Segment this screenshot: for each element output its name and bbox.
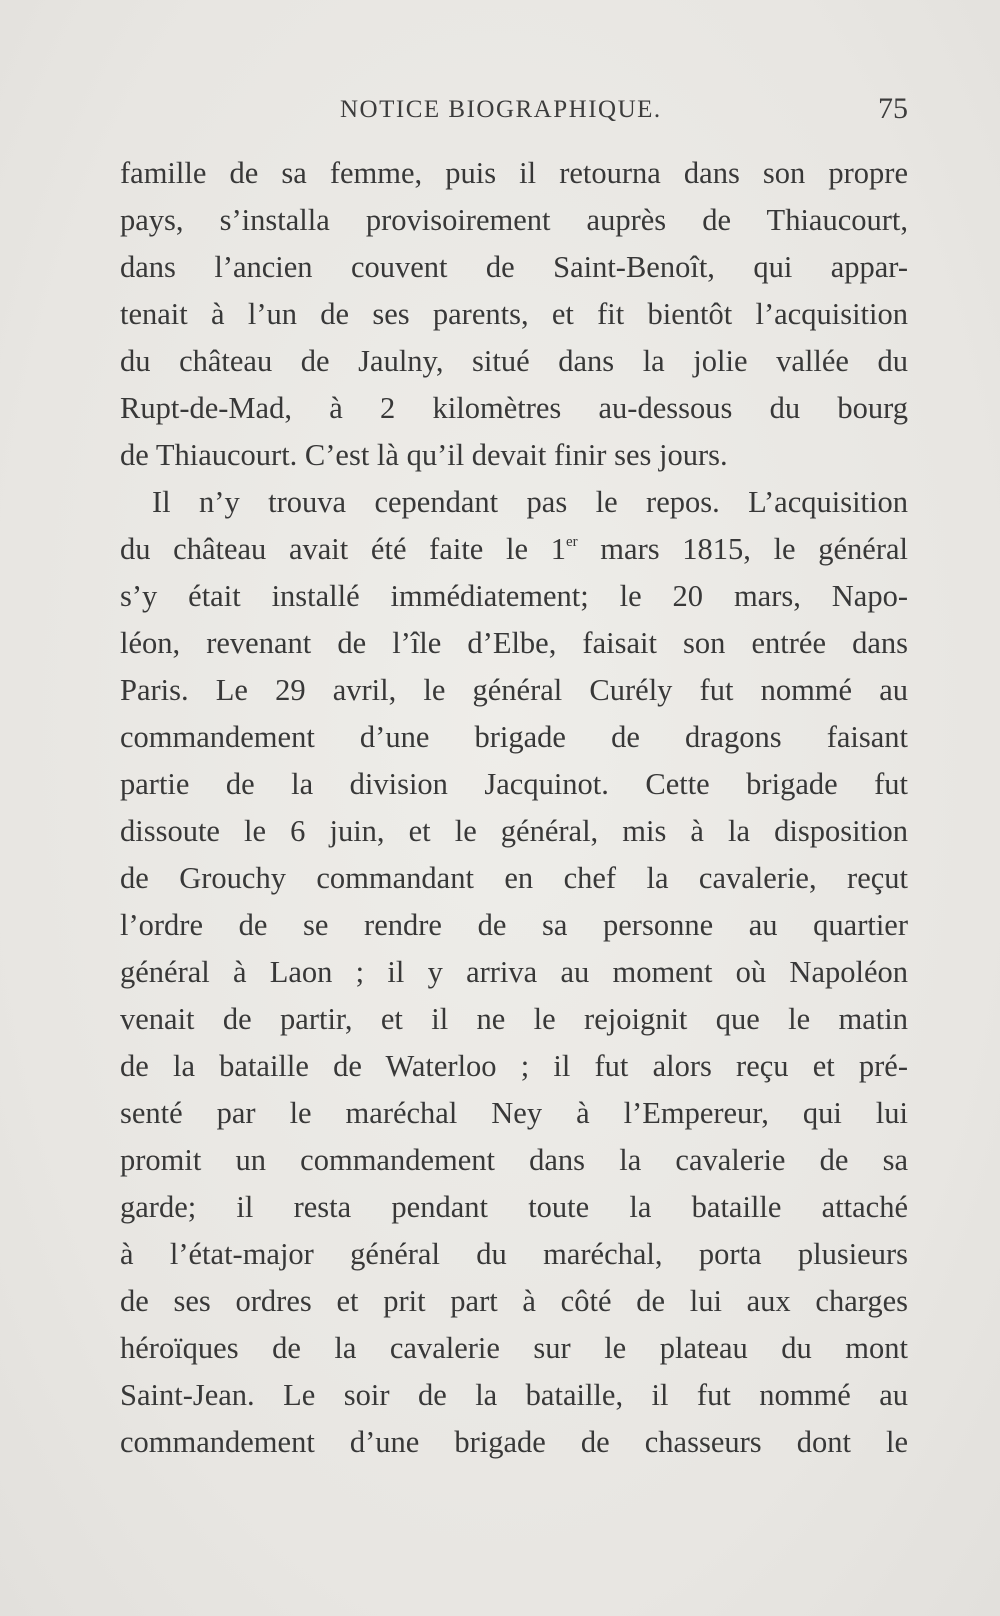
text-line: de Grouchy commandant en chef la cavalerie, reçut	[120, 861, 908, 895]
text-line: l’ordre de se rendre de sa personne au quartier	[120, 908, 908, 942]
text-line: tenait à l’un de ses parents, et fit bientôt l’acquisition	[120, 297, 908, 331]
text-line: partie de la division Jacquinot. Cette brigade fut	[120, 767, 908, 801]
body-text	[120, 150, 908, 1466]
running-head: NOTICE BIOGRAPHIQUE.	[340, 96, 662, 123]
text-line: Paris. Le 29 avril, le général Curély fut nommé au	[120, 673, 908, 707]
text-line: commandement d’une brigade de chasseurs dont le	[120, 1425, 908, 1459]
text-fragment: du château avait été faite le 1	[120, 532, 566, 566]
text-line: Il n’y trouva cependant pas le repos. L’acquisition	[152, 485, 908, 519]
text-line: de la bataille de Waterloo ; il fut alors reçu et pré-	[120, 1049, 908, 1083]
text-line: commandement d’une brigade de dragons faisant	[120, 720, 908, 754]
text-line: senté par le maréchal Ney à l’Empereur, qui lui	[120, 1096, 908, 1130]
text-line: de Thiaucourt. C’est là qu’il devait finir ses jours.	[120, 438, 728, 472]
text-line: famille de sa femme, puis il retourna dans son propre	[120, 156, 908, 190]
text-line: promit un commandement dans la cavalerie de sa	[120, 1143, 908, 1177]
ordinal-superscript: er	[565, 534, 578, 550]
text-line-with-superscript	[120, 526, 908, 573]
text-line: héroïques de la cavalerie sur le plateau du mont	[120, 1331, 908, 1365]
paragraph-1	[120, 150, 908, 479]
page-number: 75	[878, 92, 908, 125]
text-line: pays, s’installa provisoirement auprès de Thiaucourt,	[120, 203, 908, 237]
text-line: venait de partir, et il ne le rejoignit que le matin	[120, 1002, 908, 1036]
text-line: dissoute le 6 juin, et le général, mis à la disposition	[120, 814, 908, 848]
text-line: léon, revenant de l’île d’Elbe, faisait son entrée dans	[120, 626, 908, 660]
text-line: Saint-Jean. Le soir de la bataille, il fut nommé au	[120, 1378, 908, 1412]
text-line: de ses ordres et prit part à côté de lui aux charges	[120, 1284, 908, 1318]
text-fragment: mars 1815, le général	[577, 532, 909, 566]
text-line: du château de Jaulny, situé dans la jolie vallée du	[120, 344, 908, 378]
text-line: s’y était installé immédiatement; le 20 mars, Napo-	[120, 579, 908, 613]
text-line: général à Laon ; il y arriva au moment où Napoléon	[120, 955, 908, 989]
text-line: Rupt-de-Mad, à 2 kilomètres au-dessous du bourg	[120, 391, 908, 425]
paragraph-2	[120, 479, 908, 1466]
text-line: dans l’ancien couvent de Saint-Benoît, qui appar-	[120, 250, 908, 284]
text-line: garde; il resta pendant toute la bataille attaché	[120, 1190, 908, 1224]
text-line: à l’état-major général du maréchal, porta plusieurs	[120, 1237, 908, 1271]
